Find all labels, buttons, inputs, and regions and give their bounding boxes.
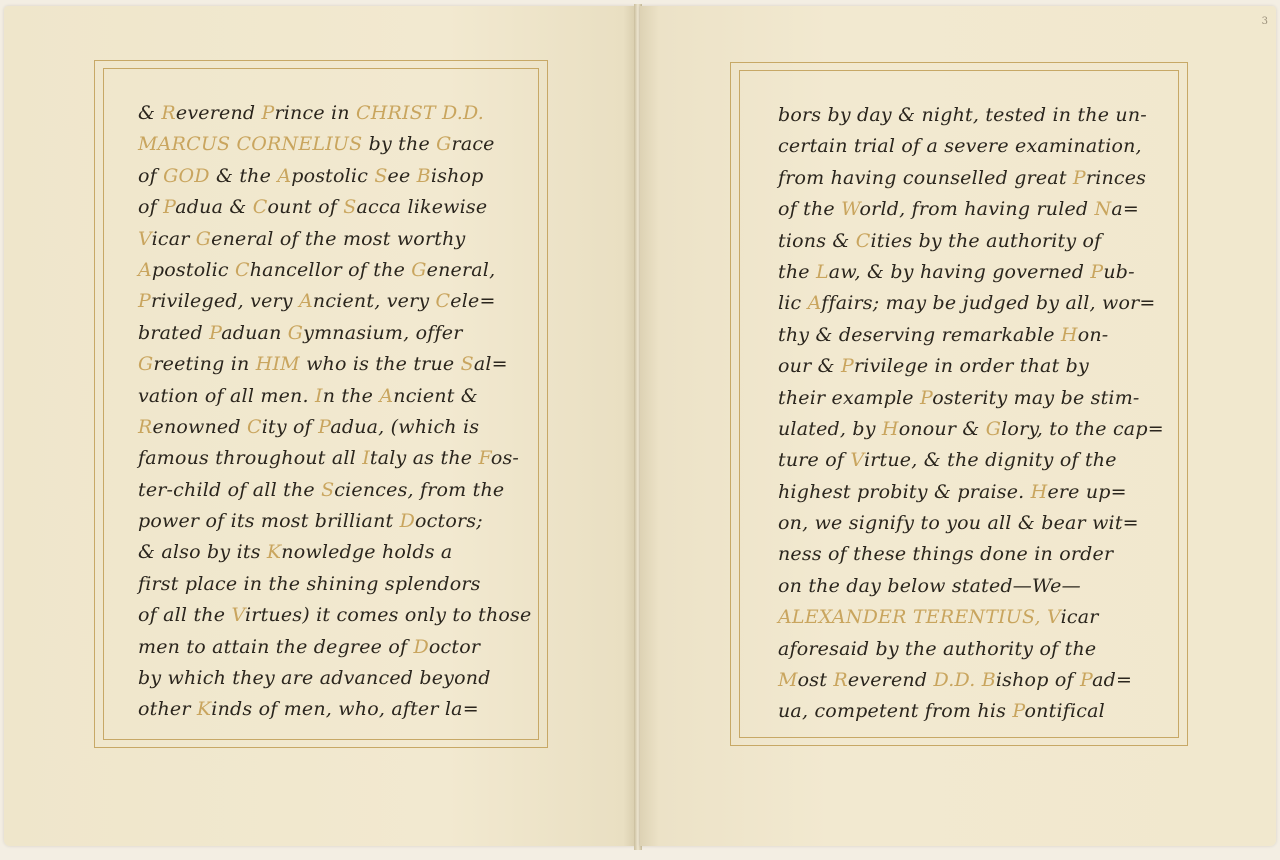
gilded-initial: H — [1030, 480, 1048, 503]
gilded-initial: C — [235, 258, 250, 281]
text-line: thy & deserving remarkable Hon- — [778, 323, 1109, 346]
gilded-initial: D.D. — [442, 102, 485, 124]
gilded-initial: P — [163, 196, 176, 219]
gilded-initial: B — [981, 669, 996, 692]
text-line: certain trial of a severe examination, — [778, 135, 1142, 158]
gilded-initial: R — [833, 669, 848, 692]
text-line: aforesaid by the authority of the — [778, 637, 1097, 660]
text-line: famous throughout all Italy as the Fos- — [138, 447, 520, 470]
gilded-initial: B — [416, 164, 431, 187]
page-number: 3 — [1261, 16, 1268, 27]
gilded-initial: A — [299, 290, 313, 313]
gilded-initial: C — [252, 196, 268, 219]
text-line: of all the Virtues) it comes only to those — [138, 604, 532, 627]
gilded-initial: A — [138, 258, 152, 281]
gilded-initial: P — [318, 415, 331, 438]
gilded-initial: S — [374, 164, 388, 187]
text-line: on, we signify to you all & bear wit= — [778, 512, 1139, 535]
gilded-initial: GOD — [163, 164, 210, 187]
text-line: from having counselled great Princes — [778, 166, 1147, 189]
gilded-initial: N — [1094, 198, 1112, 221]
gilded-initial: L — [815, 260, 829, 283]
text-line: first place in the shining splendors — [138, 572, 481, 595]
gilded-initial: P — [1072, 166, 1086, 189]
text-line: our & Privilege in order that by — [778, 355, 1089, 378]
gilded-initial: M — [778, 669, 798, 692]
text-line: Greeting in HIM who is the true Sal= — [138, 353, 508, 376]
text-line: power of its most brilliant Doctors; — [138, 510, 483, 533]
gilded-initial: I — [314, 384, 323, 407]
gilded-initial: R — [138, 415, 153, 438]
gilded-initial: A — [277, 164, 292, 187]
text-line: ter-child of all the Sciences, from the — [138, 478, 505, 501]
gilded-initial: H — [1060, 323, 1078, 346]
text-line: Vicar General of the most worthy — [138, 227, 466, 250]
right-page — [640, 6, 1276, 846]
text-line: other Kinds of men, who, after la= — [138, 698, 479, 721]
gilded-initial: C — [247, 415, 262, 438]
gilded-initial: S — [321, 478, 335, 501]
gilded-initial: H — [881, 417, 899, 440]
text-line: the Law, & by having governed Pub- — [778, 260, 1135, 283]
text-line: ua, competent from his Pontifical — [778, 700, 1105, 723]
gilded-initial: R — [161, 102, 176, 124]
gilded-initial: HIM — [255, 353, 300, 376]
text-line: Most Reverend D.D. Bishop of Pad= — [778, 669, 1133, 692]
text-line: & also by its Knowledge holds a — [138, 541, 453, 564]
text-line: vation of all men. In the Ancient & — [138, 384, 478, 407]
gilded-initial: K — [196, 698, 212, 721]
text-line: of GOD & the Apostolic See Bishop — [138, 164, 484, 187]
text-line: Apostolic Chancellor of the General, — [138, 258, 496, 281]
text-line: MARCUS CORNELIUS by the Grace — [138, 133, 495, 156]
text-line: ness of these things done in order — [778, 543, 1114, 566]
gilded-initial: D — [413, 635, 429, 658]
gilded-initial: I — [362, 447, 370, 470]
gilded-initial: P — [919, 386, 933, 409]
gilded-initial: P — [1079, 669, 1093, 692]
gilded-initial: W — [841, 198, 860, 221]
gilded-initial: P — [209, 321, 222, 344]
gilded-initial: CHRIST — [355, 102, 436, 124]
gilded-initial: D — [399, 510, 416, 533]
gilded-initial: V — [850, 449, 864, 472]
gilded-initial: P — [1012, 700, 1025, 723]
text-line: Renowned City of Padua, (which is — [138, 415, 480, 438]
gilded-initial: A — [807, 292, 822, 315]
text-line: by which they are advanced beyond — [138, 667, 491, 690]
text-line: their example Posterity may be stim- — [778, 386, 1140, 409]
text-line: men to attain the degree of Doctor — [138, 635, 481, 658]
gilded-initial: ALEXANDER — [778, 606, 907, 629]
gilded-initial: K — [266, 541, 282, 564]
text-line: brated Paduan Gymnasium, offer — [138, 321, 463, 344]
gilded-initial: F — [478, 447, 491, 470]
left-page — [4, 6, 636, 846]
gilded-initial: P — [1090, 260, 1104, 283]
gilded-initial: P — [138, 290, 151, 313]
text-line: Privileged, very Ancient, very Cele= — [138, 290, 496, 313]
gilded-initial: V — [138, 227, 152, 250]
gilded-initial: G — [195, 227, 212, 250]
gilded-initial: S — [460, 353, 474, 376]
gilded-initial: TERENTIUS, — [912, 606, 1041, 629]
gilded-initial: D.D. — [933, 669, 976, 692]
gilded-initial: P — [261, 102, 275, 124]
gilded-initial: S — [343, 196, 357, 219]
gilded-initial: G — [436, 133, 452, 156]
right-text-block — [778, 100, 1180, 728]
gilded-initial: A — [379, 384, 394, 407]
text-line: ALEXANDER TERENTIUS, Vicar — [778, 606, 1099, 629]
gilded-initial: P — [840, 355, 854, 378]
text-line: tions & Cities by the authority of — [778, 229, 1102, 252]
text-line: highest probity & praise. Here up= — [778, 480, 1127, 503]
text-line: & Reverend Prince in CHRIST D.D. — [138, 102, 485, 124]
text-line: on the day below stated—We— — [778, 574, 1081, 597]
gilded-initial: G — [985, 417, 1002, 440]
gilded-initial: G — [138, 353, 154, 376]
gilded-initial: G — [411, 258, 427, 281]
text-line: ulated, by Honour & Glory, to the cap= — [778, 417, 1164, 440]
gilded-initial: CORNELIUS — [236, 133, 363, 156]
text-line: of the World, from having ruled Na= — [778, 198, 1140, 221]
left-text-block — [138, 98, 536, 726]
gilded-initial: C — [855, 229, 871, 252]
text-line: lic Affairs; may be judged by all, wor= — [778, 292, 1156, 315]
text-line: ture of Virtue, & the dignity of the — [778, 449, 1117, 472]
gilded-initial: V — [1047, 606, 1061, 629]
text-line: bors by day & night, tested in the un- — [778, 104, 1147, 126]
gilded-initial: V — [231, 604, 246, 627]
text-line: of Padua & Count of Sacca likewise — [138, 196, 488, 219]
gilded-initial: MARCUS — [138, 133, 231, 156]
gilded-initial: C — [435, 290, 451, 313]
gilded-initial: G — [287, 321, 304, 344]
